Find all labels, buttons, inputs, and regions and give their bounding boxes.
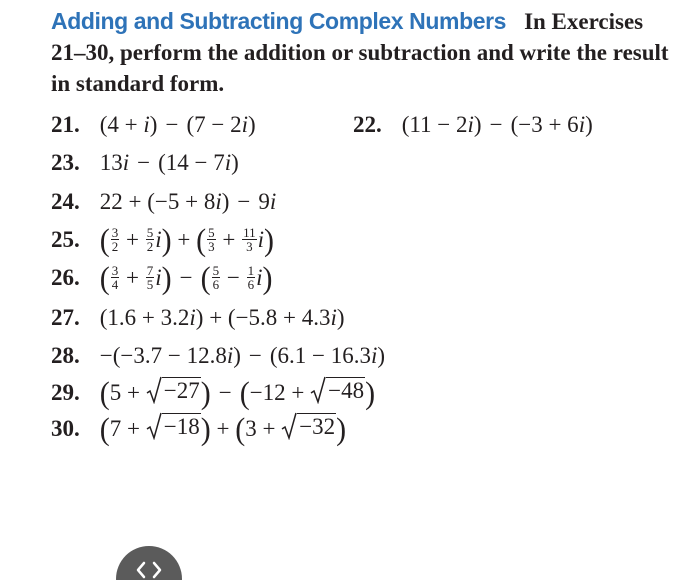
expression: (7 + −18 ) + (3 + −32 ) — [99, 412, 347, 447]
instruction-text: In Exercises 21–30, perform the addition or subtraction and write the result in standard form. — [51, 9, 669, 96]
topic-title: Adding and Subtracting Complex Numbers — [51, 8, 507, 34]
exercise-23 — [51, 146, 239, 180]
exercise-number: 26. — [51, 265, 80, 290]
exercise-24 — [51, 185, 276, 219]
expression: ( $\frac{3}{4}$ + $\frac{7}{5}$ i) − ( $\frac{5}{6}$ − $\frac{1}{6}$ i) — [99, 261, 273, 296]
exercise-number: 30. — [51, 416, 80, 441]
exercise-27 — [51, 301, 345, 335]
exercise-22 — [353, 108, 593, 142]
expression: (1.6 + 3.2i) + (−5.8 + 4.3i) — [99, 305, 345, 330]
expression: (11 − 2i) − (−3 + 6i) — [401, 112, 593, 137]
exercise-number: 22. — [353, 112, 382, 137]
exercise-21 — [51, 108, 256, 142]
exercise-number: 25. — [51, 227, 80, 252]
code-toggle-button[interactable] — [116, 546, 182, 580]
exercise-number: 29. — [51, 380, 80, 405]
exercise-number: 27. — [51, 305, 80, 330]
exercise-29 — [51, 376, 375, 410]
expression: 13i − (14 − 7i) — [99, 150, 239, 175]
expression: ( $\frac{3}{2}$ + $\frac{5}{2}$ i) + ( $\frac{5}{3}$ + $\frac{11}{3}$ i) — [99, 223, 275, 258]
expression: (5 + −27 ) − (−12 + −48 ) — [99, 376, 376, 411]
expression: 22 + (−5 + 8i) − 9i — [99, 189, 277, 214]
exercise-number: 23. — [51, 150, 80, 175]
exercise-26 — [51, 261, 272, 295]
exercise-number: 21. — [51, 112, 80, 137]
expression: (4 + i) − (7 − 2i) — [99, 112, 256, 137]
exercise-25 — [51, 223, 274, 257]
exercise-number: 28. — [51, 343, 80, 368]
exercise-number: 24. — [51, 189, 80, 214]
expression: −(−3.7 − 12.8i) − (6.1 − 16.3i) — [99, 343, 386, 368]
exercise-30 — [51, 412, 346, 446]
exercise-28 — [51, 339, 385, 373]
exercise-header — [51, 6, 671, 99]
code-icon — [135, 560, 163, 580]
